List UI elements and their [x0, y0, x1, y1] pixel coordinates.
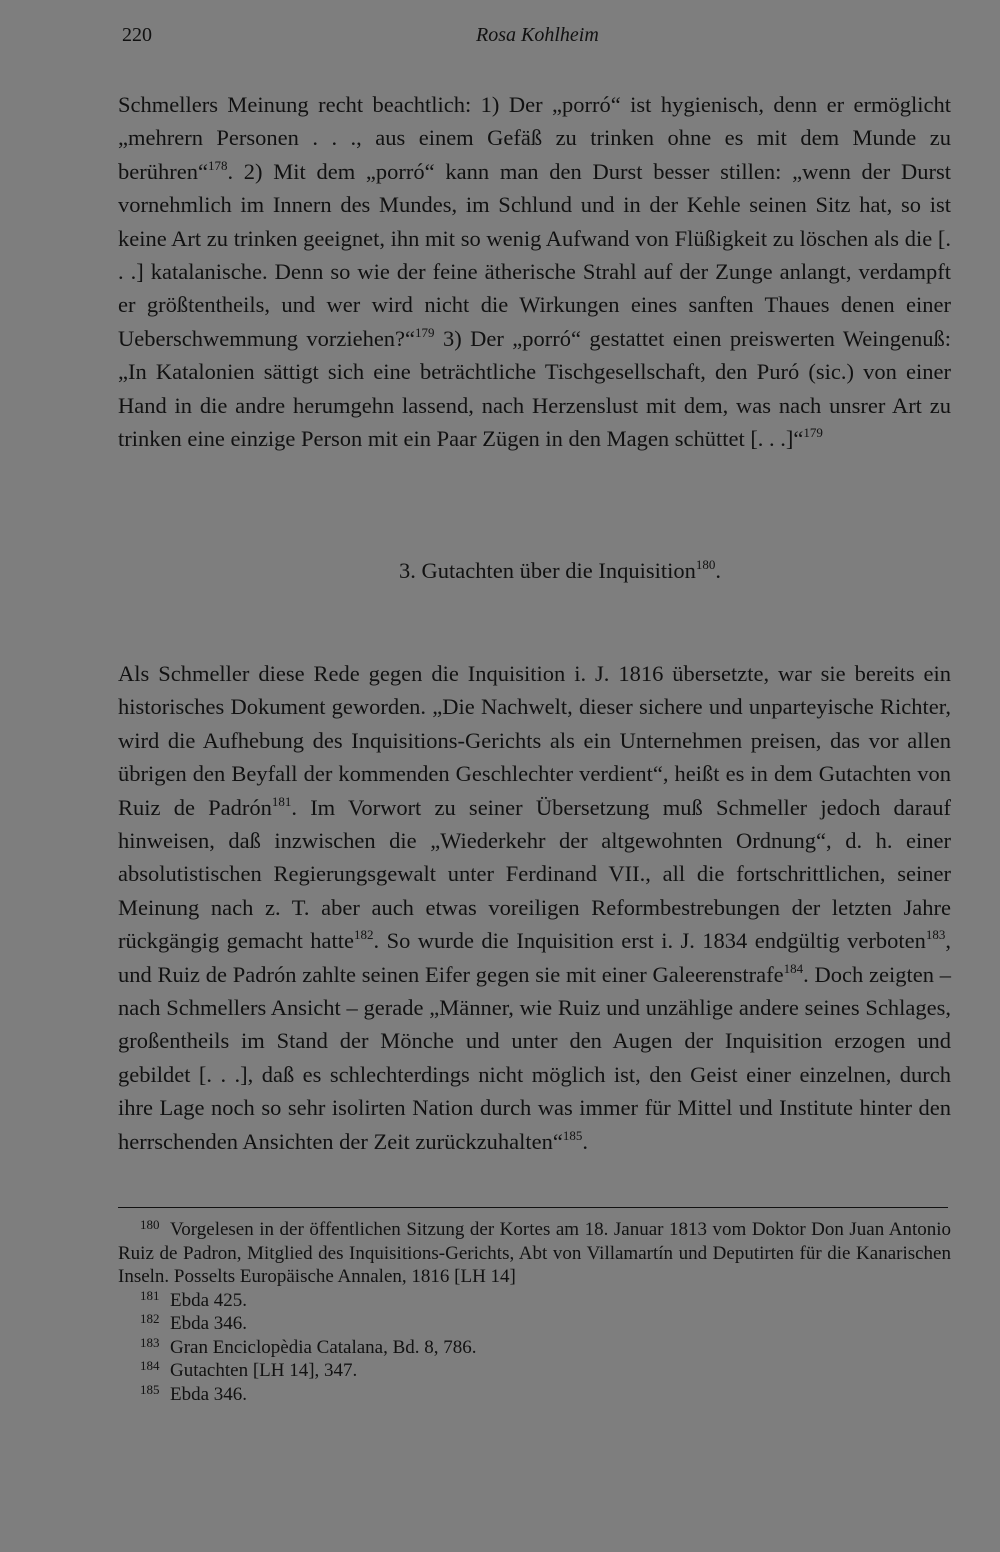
text-run: , und Ruiz de Padrón zahlte seinen Eifer gegen sie mit einer Galeerenstrafe — [118, 928, 951, 987]
footnote-text: Ebda 346. — [170, 1313, 248, 1334]
footnote-185: 185 Ebda 346. — [140, 1381, 248, 1405]
page-header — [122, 24, 600, 54]
footnote-180: 180 Vorgelesen in der öffentlichen Sitzung der Kortes am 18. Januar 1813 vom Doktor Don Juan Antonio Ruiz de Padron, Mitglied des Inquisitions-Gerichts, Abt von Villamartín und Deputirten für die Kanarischen Inseln. Posselts Europäische Annalen, 1816 [LH 14] — [118, 1217, 951, 1287]
footnote-ref: 182 — [354, 927, 374, 943]
footnote-ref: 185 — [562, 1127, 583, 1143]
footnote-ref: 183 — [925, 927, 946, 943]
footnotes — [118, 1218, 951, 1406]
footnote-ref: 180 — [695, 557, 716, 572]
footnote-183: 183 Gran Enciclopèdia Catalana, Bd. 8, 786. — [140, 1334, 477, 1358]
text-run: . So wurde die Inquisition erst i. J. 1834 endgültig verboten — [373, 928, 926, 954]
body-text-upper — [118, 88, 951, 455]
text-run: Schmellers Meinung recht beachtlich: 1) Der „porró“ ist hygienisch, denn er ermöglicht „mehrern Personen . . ., aus einem Gefäß zu trinken ohne es mit dem Munde zu berühren“ — [118, 92, 951, 184]
page-number: 220 — [122, 24, 152, 46]
footnote-184: 184 Gutachten [LH 14], 347. — [140, 1358, 358, 1381]
footnote-text: Ebda 425. — [170, 1289, 248, 1311]
footnote-182: 182 Ebda 346. — [140, 1311, 248, 1334]
text-run: . — [582, 1128, 588, 1154]
text-run: . Doch zeigten – nach Schmellers Ansicht – gerade „Männer, wie Ruiz und unzählige andere seines Schlages, großentheils im Stand der Mönche und unter den Augen der Inquisition erzogen und gebildet [. . .], daß es schlechterdings nicht möglich ist, den Geist einer einzelnen, durch ihre Lage noch so sehr isolirten Nation durch was immer für Mittel und Institute hinter den herrschenden Ansichten der Zeit zurückzuhalten“ — [118, 961, 951, 1154]
footnote-text: Vorgelesen in der öffentlichen Sitzung der Kortes am 18. Januar 1813 vom Doktor Don Juan Antonio Ruiz de Padron, Mitglied des Inquisitions-Gerichts, Abt von Villamartín und Deputirten für die Kanarischen Inseln. Posselts Europäische Annalen, 1816 [LH 14] — [118, 1219, 951, 1287]
footnote-ref: 179 — [803, 425, 823, 441]
footnote-divider — [118, 1207, 948, 1208]
footnote-ref: 178 — [207, 157, 228, 173]
text-run: . 2) Mit dem „porró“ kann man den Durst besser stillen: „wenn der Durst vornehmlich im Innern des Mundes, im Schlund und in der Kehle seinen Sitz hat, so ist keine Art zu trinken geeignet, ihn mit so wenig Aufwand von Flüßigkeit zu löschen als die [. . .] katalanische. Denn so wie der feine ätherische Strahl auf der Zunge anlangt, verdampft er größtentheils, und wer wird nicht die Wirkungen eines sanften Thaues denen einer Ueberschwemmung vorziehen?“ — [118, 158, 951, 351]
text-run: Als Schmeller diese Rede gegen die Inquisition i. J. 1816 übersetzte, war sie bereits ein historisches Dokument geworden. „Die Nachwelt, dieser sichere und unparteyische Richter, wird die Aufhebung des Inquisitions-Gerichts als ein Unternehmen preisen, das vor allen übrigen den Beyfall der kommenden Geschlechter verdient“, heißt es in dem Gutachten von Ruiz de Padrón — [118, 661, 951, 820]
footnote-ref: 184 — [783, 960, 804, 976]
footnote-text: Gran Enciclopèdia Catalana, Bd. 8, 786. — [170, 1336, 477, 1358]
footnote-ref: 179 — [415, 324, 435, 340]
text-run: . Im Vorwort zu seiner Übersetzung muß Schmeller jedoch darauf hinweisen, daß inzwischen die „Wiederkehr der altgewohnten Ordnung“, d. h. einer absolutistischen Regierungsgewalt unter Ferdinand VII., all die fortschrittlichen, seiner Meinung nach z. T. aber auch etwas voreiligen Reformbestrebungen der letzten Jahre rückgängig gemacht hatte — [118, 794, 951, 954]
body-text-lower — [118, 657, 951, 1158]
footnote-text: Gutachten [LH 14], 347. — [170, 1360, 358, 1381]
footnote-181: 181 Ebda 425. — [140, 1287, 248, 1311]
section-title-end: . — [715, 558, 721, 583]
footnote-ref: 181 — [271, 793, 292, 809]
paragraph-porro — [118, 88, 951, 455]
text-run: 3) Der „porró“ gestattet einen preiswerten Weingenuß: „In Katalonien sättigt sich eine beträchtliche Tischgesellschaft, den Puró (sic.) von einer Hand in die andre herumgehn lassend, nach Herzenslust mit dem, was nach unsrer Art zu trinken eine einzige Person mit ein Paar Zügen in den Magen schüttet [. . .]“ — [118, 325, 951, 452]
section-title-text: 3. Gutachten über die Inquisition — [399, 558, 696, 583]
running-head: Rosa Kohlheim — [476, 24, 599, 46]
section-heading — [0, 558, 1000, 584]
paragraph-inquisition — [118, 657, 951, 1158]
footnote-text: Ebda 346. — [170, 1383, 248, 1405]
